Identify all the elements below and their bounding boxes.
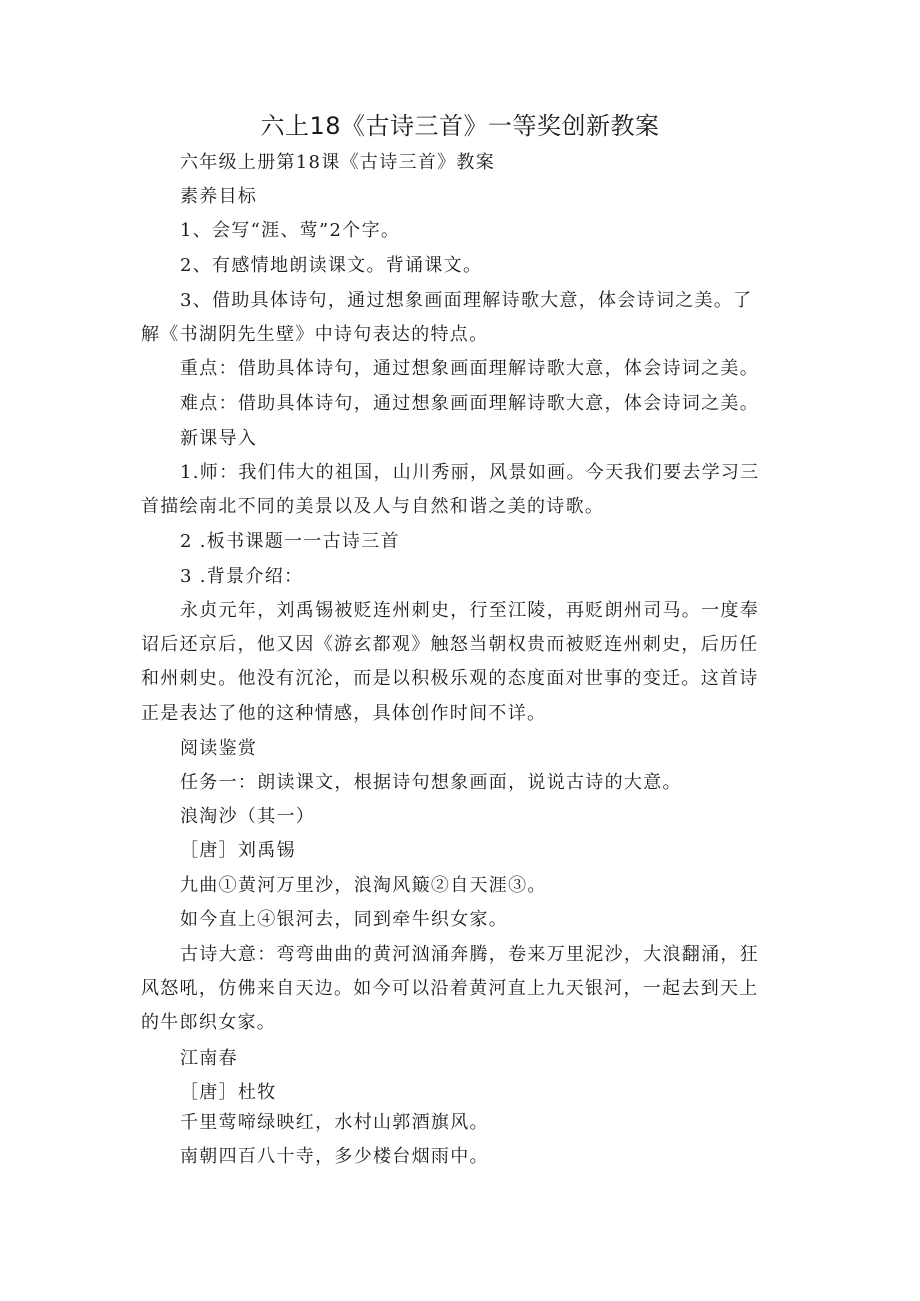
document-title: 六上18《古诗三首》一等奖创新教案 <box>260 112 660 140</box>
poem-1-meaning-line-2: 风怒吼，仿佛来自天边。如今可以沿着黄河直上九天银河，一起去到天上 <box>141 978 759 999</box>
background-line-2: 诏后还京后，他又因《游玄都观》触怒当朝权贵而被贬连州刺史，后历任 <box>141 634 759 655</box>
task-1: 任务一：朗读课文，根据诗句想象画面，说说古诗的大意。 <box>180 772 682 793</box>
difficult-point: 难点：借助具体诗句，通过想象画面理解诗歌大意，体会诗词之美。 <box>180 393 759 414</box>
intro-2: 2 .板书课题一一古诗三首 <box>180 531 400 552</box>
poem-2-author: ［唐］杜牧 <box>180 1082 277 1103</box>
background-line-1: 永贞元年，刘禹锡被贬连州刺史，行至江陵，再贬朗州司马。一度奉 <box>180 600 759 621</box>
objective-2: 2、有感情地朗读课文。背诵课文。 <box>180 255 483 276</box>
objective-1: 1、会写“涯、莺”2个字。 <box>180 220 401 241</box>
poem-2-line-2: 南朝四百八十寺，多少楼台烟雨中。 <box>180 1146 489 1167</box>
background-line-4: 正是表达了他的这种情感，具体创作时间不详。 <box>141 703 547 724</box>
poem-1-meaning-line-3: 的牛郎织女家。 <box>141 1012 277 1033</box>
background-line-3: 和州刺史。他没有沉沦，而是以积极乐观的态度面对世事的变迁。这首诗 <box>141 668 759 689</box>
reading-heading: 阅读鉴赏 <box>180 738 258 759</box>
key-point: 重点：借助具体诗句，通过想象画面理解诗歌大意，体会诗词之美。 <box>180 358 759 379</box>
objectives-heading: 素养目标 <box>180 186 258 207</box>
poem-1-line-2: 如今直上④银河去，同到牵牛织女家。 <box>180 909 509 930</box>
poem-2-title: 江南春 <box>180 1048 238 1069</box>
objective-3-line-2: 解《书湖阴先生壁》中诗句表达的特点。 <box>141 324 489 345</box>
objective-3-line-1: 3、借助具体诗句，通过想象画面理解诗歌大意，体会诗词之美。了 <box>180 290 753 311</box>
subtitle: 六年级上册第18课《古诗三首》教案 <box>180 152 496 173</box>
poem-2-line-1: 千里莺啼绿映红，水村山郭酒旗风。 <box>180 1112 489 1133</box>
poem-1-line-1: 九曲①黄河万里沙，浪淘风簸②自天涯③。 <box>180 875 547 896</box>
intro-1-line-1: 1.师：我们伟大的祖国，山川秀丽，风景如画。今天我们要去学习三 <box>180 462 760 483</box>
intro-heading: 新课导入 <box>180 428 258 449</box>
intro-1-line-2: 首描绘南北不同的美景以及人与自然和谐之美的诗歌。 <box>141 496 605 517</box>
poem-1-title: 浪淘沙（其一） <box>180 806 316 827</box>
poem-1-meaning-line-1: 古诗大意：弯弯曲曲的黄河汹涌奔腾，卷来万里泥沙，大浪翻涌，狂 <box>180 944 759 965</box>
poem-1-author: ［唐］刘禹锡 <box>180 840 296 861</box>
intro-3: 3 .背景介绍： <box>180 566 304 587</box>
